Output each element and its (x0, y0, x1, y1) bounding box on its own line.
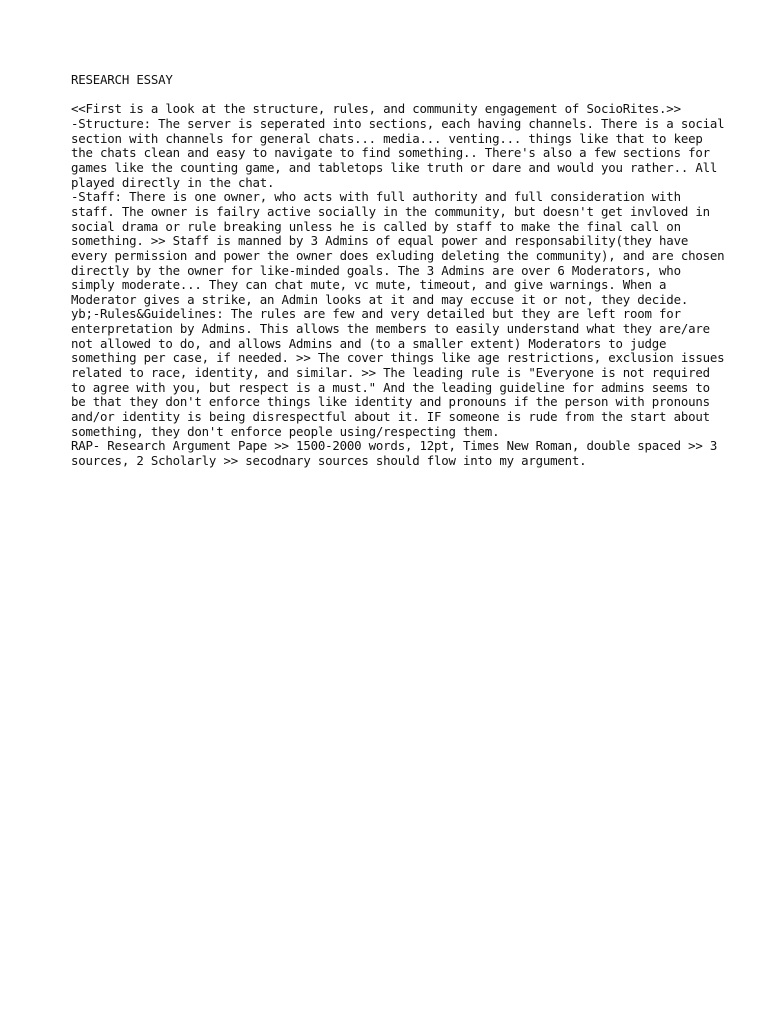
paragraph-intro: <<First is a look at the structure, rules, and community engagement of SocioRites.>> (71, 101, 681, 117)
paragraph-rules-guidelines: yb;-Rules&Guidelines: The rules are few and very detailed but they are left room for enterpretation by Admins. This allows the members to easily understand what they are/are not allowed to do, and allows Admins and (to a smaller extent) Moderators to judge something per case, if needed. >> The cover things like age restrictions, exclusion issues related to race, identity, and similar. >> The leading rule is "Everyone is not required to agree with you, but respect is a must." And the leading guideline for admins seems to be that they don't enforce things like identity and pronouns if the person with pronouns and/or identity is being disrespectful about it. IF someone is rude from the start about something, they don't enforce people using/respecting them. (71, 306, 725, 439)
blank-line (71, 88, 731, 103)
document-body (71, 73, 731, 469)
paragraph-structure: -Structure: The server is seperated into sections, each having channels. There is a social section with channels for general chats... media... venting... things like that to keep the chats clean and easy to navigate to find something.. There's also a few sections for games like the counting game, and tabletops like truth or dare and would you rather.. All played directly in the chat. (71, 115, 725, 190)
paragraph-staff: -Staff: There is one owner, who acts with full authority and full consideration with staff. The owner is failry active socially in the community, but doesn't get invloved in social drama or rule breaking unless he is called by staff to make the final call on something. >> Staff is manned by 3 Admins of equal power and responsability(they have every permission and power the owner does exluding deleting the community), and are chosen directly by the owner for like-minded goals. The 3 Admins are over 6 Moderators, who simply moderate... They can chat mute, vc mute, timeout, and give warnings. When a Moderator gives a strike, an Admin looks at it and may eccuse it or not, they decide. (71, 189, 725, 307)
document-title: RESEARCH ESSAY (71, 72, 173, 87)
paragraph-rap-notes: RAP- Research Argument Pape >> 1500-2000 words, 12pt, Times New Roman, double spaced >> 3 sources, 2 Scholarly >> secodnary sources should flow into my argument. (71, 438, 718, 469)
